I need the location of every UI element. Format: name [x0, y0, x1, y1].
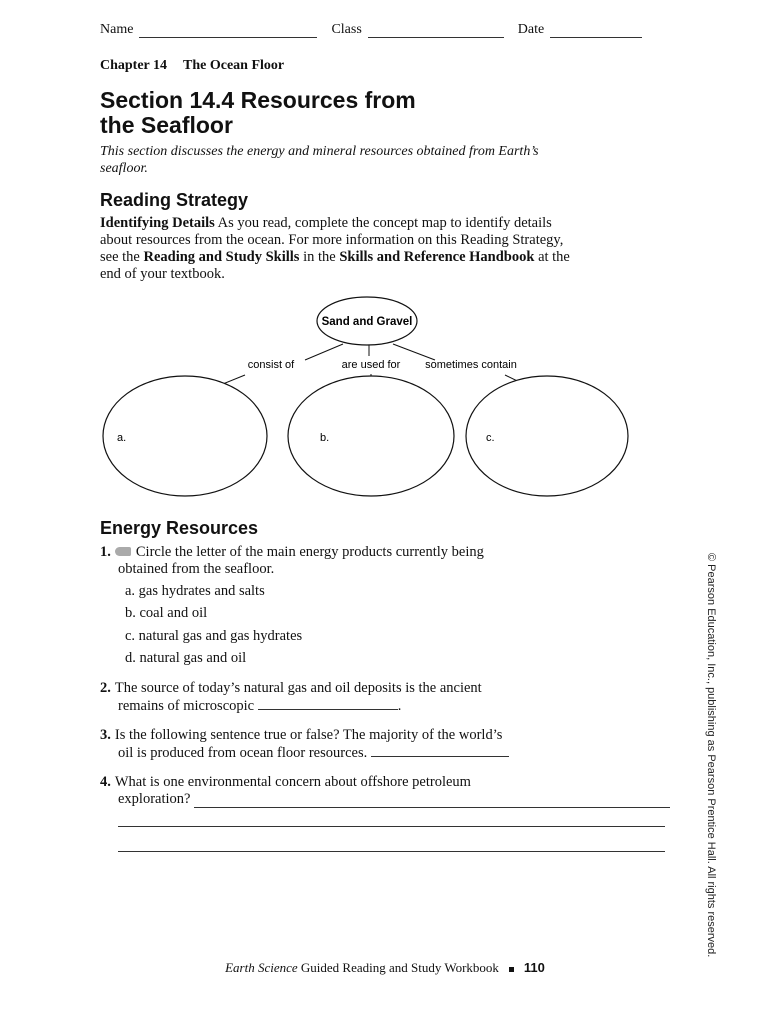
question-4: [100, 774, 670, 808]
chapter-title: The Ocean Floor: [183, 58, 285, 73]
question-number: 3.: [100, 727, 111, 743]
reading-strategy-text: [100, 215, 570, 283]
pencil-icon: [115, 547, 131, 556]
sentence-end: .: [397, 698, 402, 714]
name-label: Name: [100, 22, 134, 37]
question-text-cont: remains of microscopic: [118, 698, 255, 714]
page-footer: [0, 960, 770, 976]
copyright-notice: [700, 553, 720, 958]
question-text: Is the following sentence true or false? The majority of the world’s: [114, 727, 503, 743]
name-field[interactable]: [139, 23, 317, 38]
answer-line[interactable]: [118, 826, 665, 827]
question-text: Circle the letter of the main energy products currently being: [135, 544, 484, 560]
bubble-label-c: c.: [486, 432, 495, 444]
title-line-2: the Seafloor: [100, 112, 233, 138]
class-label: Class: [331, 22, 362, 37]
question-text-cont: obtained from the seafloor.: [118, 561, 275, 577]
option-c[interactable]: c. natural gas and gas hydrates: [125, 628, 303, 644]
link-label-used-for: are used for: [341, 359, 401, 371]
question-2: [100, 680, 570, 715]
link-label-consist-of: consist of: [247, 359, 295, 371]
concept-map: [95, 290, 640, 510]
chapter-number: Chapter 14: [100, 58, 168, 73]
answer-bubble-b[interactable]: [288, 376, 454, 496]
answer-blank[interactable]: [194, 795, 670, 808]
book-title-italic: Earth Science: [225, 960, 298, 975]
bubble-label-b: b.: [320, 432, 330, 444]
date-label: Date: [517, 22, 545, 37]
student-info-header: [100, 22, 670, 38]
question-number: 4.: [100, 774, 111, 790]
answer-blank[interactable]: [258, 697, 398, 710]
strategy-bold-1: Reading and Study Skills: [143, 249, 300, 265]
page-title: [100, 88, 520, 138]
connector-left-top: [305, 344, 343, 360]
chapter-heading: [100, 58, 300, 74]
energy-resources-heading: Energy Resources: [100, 518, 259, 538]
strategy-text-2: in the: [299, 249, 340, 265]
class-field[interactable]: [368, 23, 504, 38]
question-text: The source of today’s natural gas and oil deposits is the ancient: [114, 680, 482, 696]
link-label-sometimes-contain: sometimes contain: [425, 359, 517, 371]
strategy-lead: Identifying Details: [100, 215, 215, 231]
connector-right-top: [393, 344, 435, 360]
page-number: 110: [523, 960, 545, 975]
question-3: [100, 727, 570, 762]
question-number: 1.: [100, 544, 111, 560]
answer-bubble-a[interactable]: [103, 376, 267, 496]
section-intro: This section discusses the energy and mineral resources obtained from Earth’s seafloor.: [100, 144, 539, 176]
option-d[interactable]: d. natural gas and oil: [125, 650, 247, 666]
question-text-cont: exploration?: [118, 791, 191, 807]
option-a[interactable]: a. gas hydrates and salts: [125, 583, 265, 599]
question-number: 2.: [100, 680, 111, 696]
option-b[interactable]: b. coal and oil: [125, 605, 208, 621]
center-node-label: Sand and Gravel: [321, 316, 413, 328]
copyright-text: © Pearson Education, Inc., publishing as Pearson Prentice Hall. All rights reserved.: [705, 553, 717, 958]
book-title-rest: Guided Reading and Study Workbook: [297, 960, 499, 975]
answer-line[interactable]: [118, 851, 665, 852]
date-field[interactable]: [550, 23, 642, 38]
answer-blank[interactable]: [371, 744, 509, 757]
strategy-text-3: at the end of your textbook.: [100, 249, 570, 282]
strategy-text-1: As you read, complete the concept map to identify details about resources from the ocean. For more information on this Reading Strategy, see the: [100, 215, 564, 265]
title-line-1: Section 14.4 Resources from: [100, 87, 416, 113]
reading-strategy-heading: Reading Strategy: [100, 190, 249, 210]
question-1: [100, 544, 570, 578]
bubble-label-a: a.: [117, 432, 127, 444]
strategy-bold-2: Skills and Reference Handbook: [339, 249, 535, 265]
square-bullet-icon: [509, 967, 514, 972]
question-text: What is one environmental concern about offshore petroleum: [114, 774, 471, 790]
question-text-cont: oil is produced from ocean floor resources.: [118, 745, 368, 761]
